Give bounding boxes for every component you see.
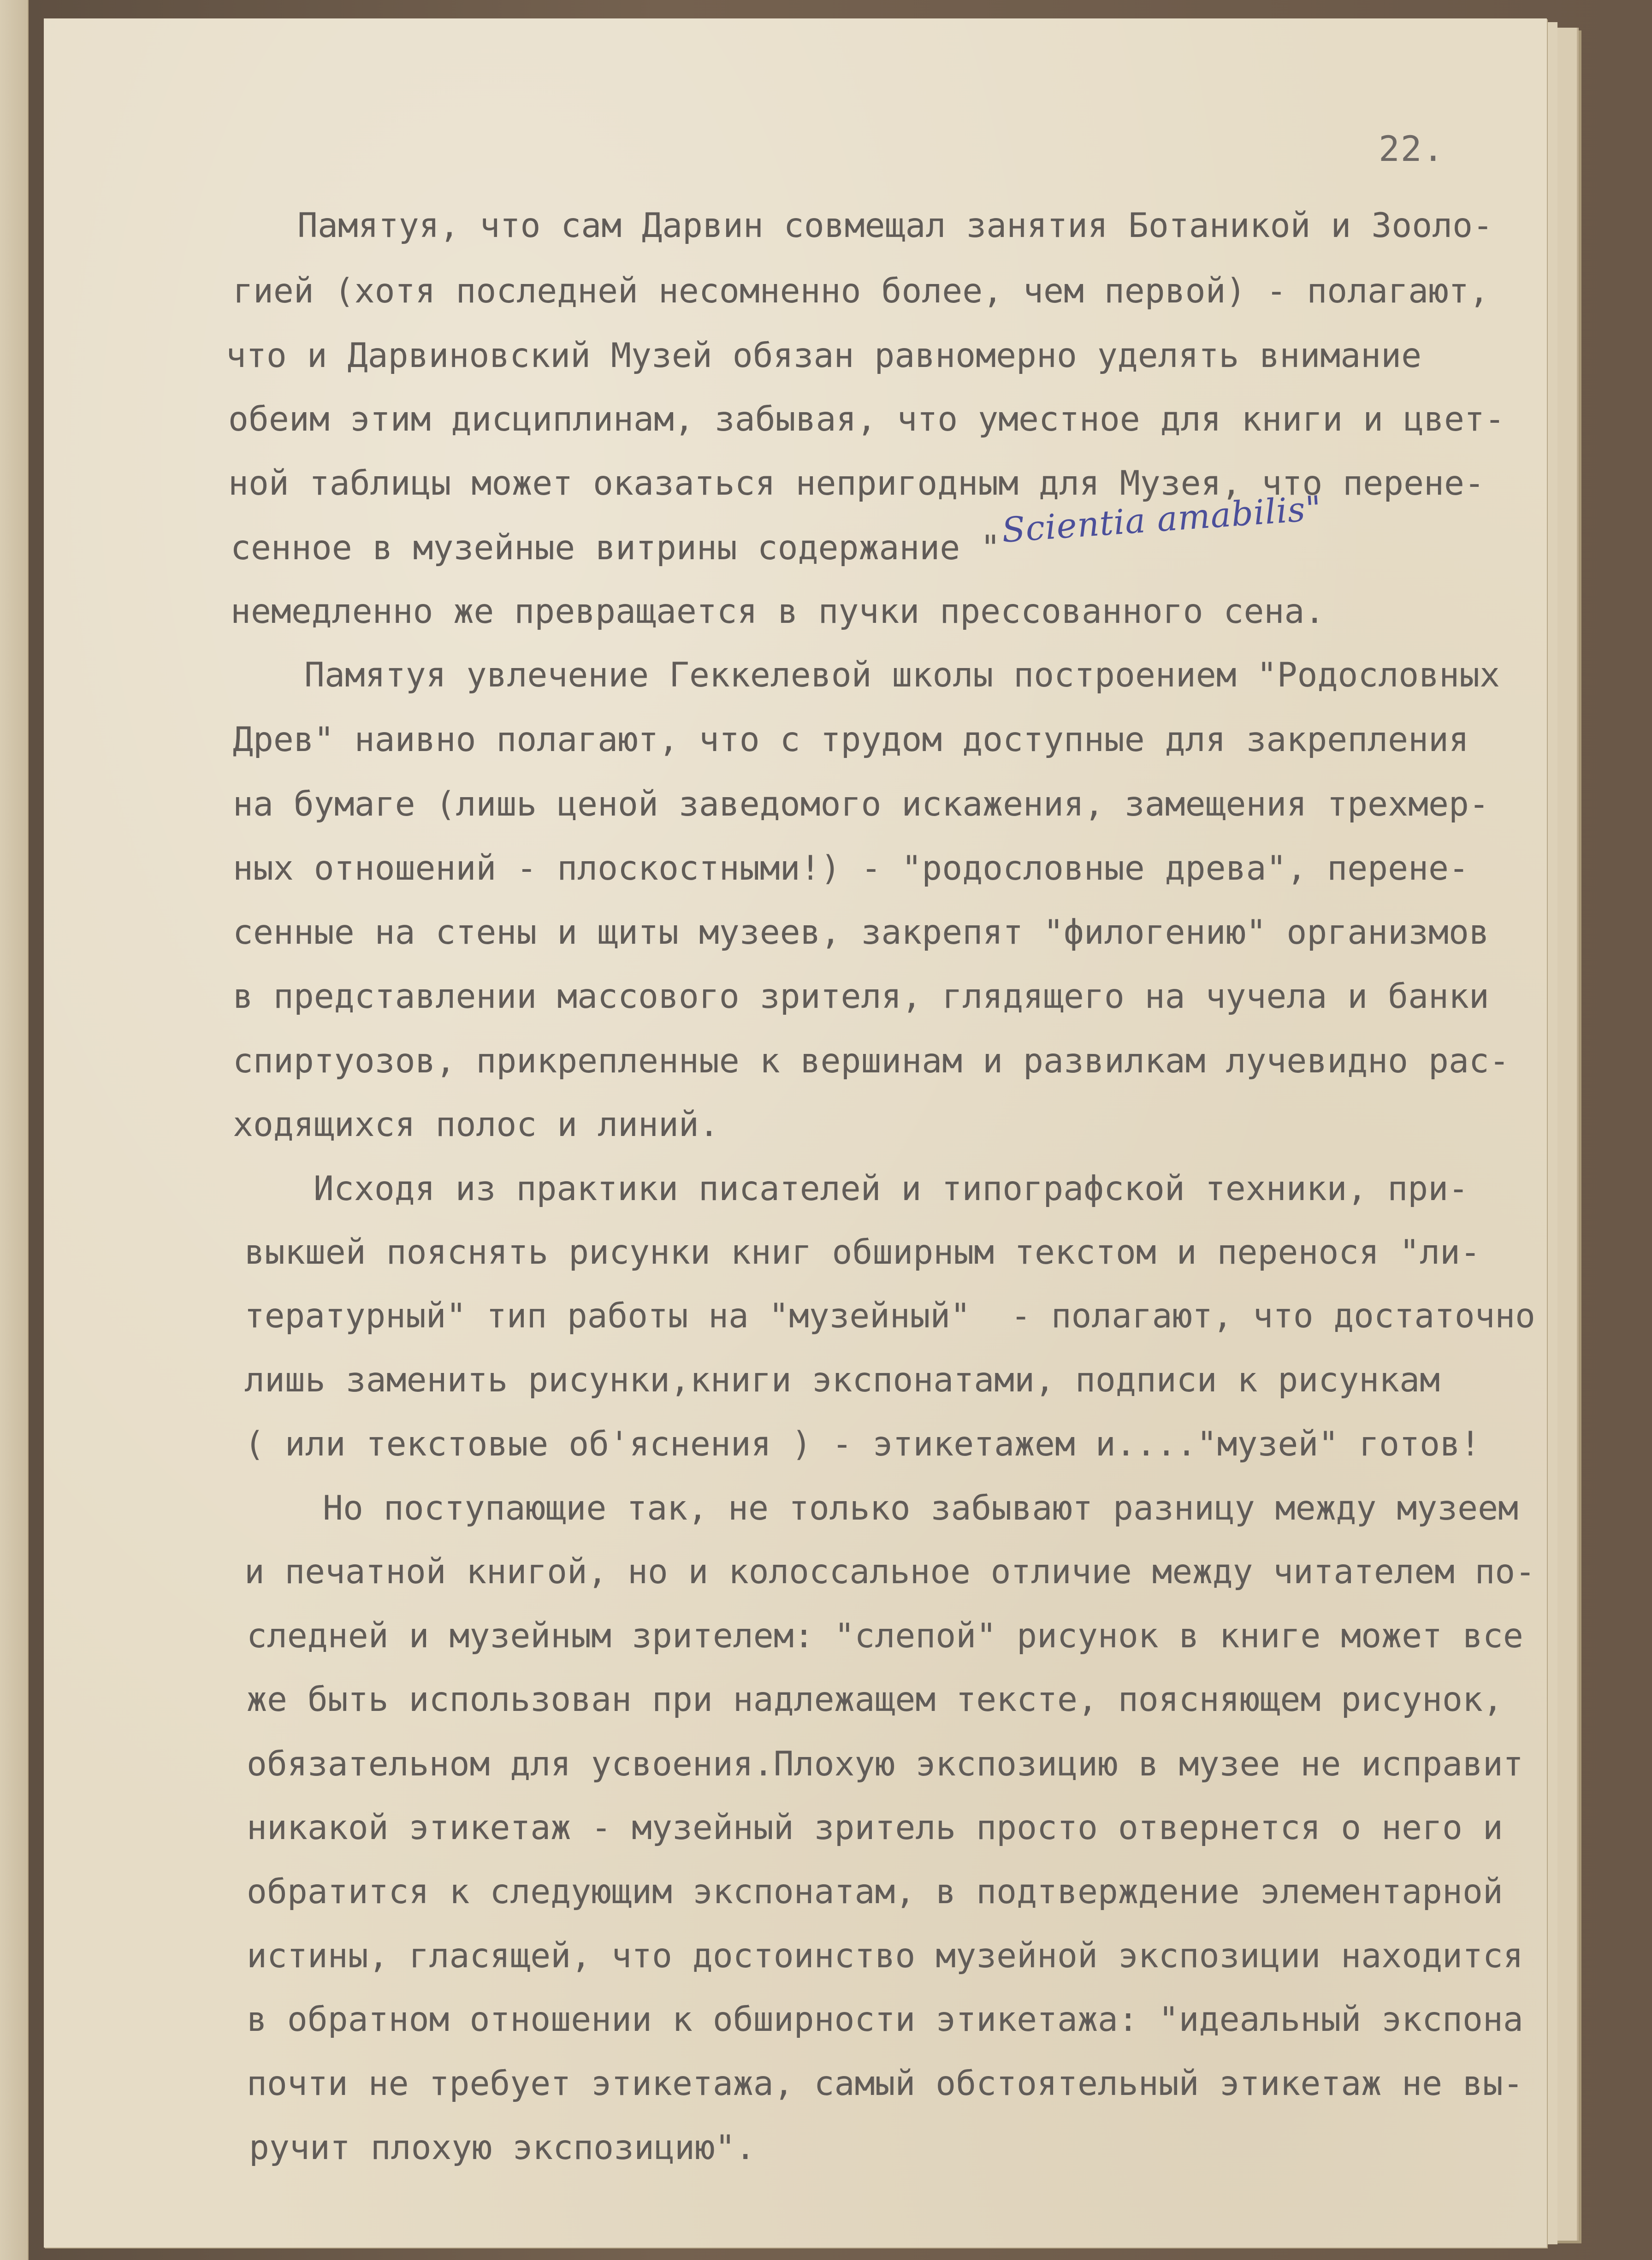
text-line: в представлении массового зрителя, глядящего на чучела и банки [233,977,1489,1016]
text-line: спиртуозов, прикрепленные к вершинам и развилкам лучевидно рас- [233,1041,1510,1081]
text-line: Исходя из практики писателей и типографской техники, при- [314,1169,1469,1208]
text-line: почти не требует этикетажа, самый обстоятельный этикетаж не вы- [247,2064,1523,2103]
text-line: ной таблицы может оказаться непригодным для Музея, что перене- [228,464,1485,503]
text-line: Но поступающие так, не только забывают разницу между музеем [323,1489,1519,1528]
text-line: Памятуя, что сам Дарвин совмещал занятия Ботаникой и Зооло- [297,206,1493,245]
text-line: лишь заменить рисунки,книги экспонатами, подписи к рисункам [244,1361,1440,1400]
text-line: следней и музейным зрителем: "слепой" рисунок в книге может все [247,1616,1523,1656]
text-line: и печатной книгой, но и колоссальное отличие между читателем по- [244,1552,1535,1591]
text-line: истины, гласящей, что достоинство музейной экспозиции находится [247,1936,1523,1976]
text-line: обеим этим дисциплинам, забывая, что уместное для книги и цвет- [228,400,1505,439]
text-line: на бумаге (лишь ценой заведомого искажения, замещения трехмер- [233,785,1489,824]
text-line: обратится к следующим экспонатам, в подтверждение элементарной [247,1872,1503,1911]
text-line: гией (хотя последней несомненно более, чем первой) - полагают, [233,272,1489,311]
handwritten-insert: Scientia amabilis" [1001,488,1323,550]
text-line: сенные на стены и щиты музеев, закрепят "филогению" организмов [233,913,1489,952]
text-line: ( или текстовые об'яснения ) - этикетажем и...."музей" готов! [244,1425,1480,1464]
text-line: что и Дарвиновский Музей обязан равномерно уделять внимание [226,336,1422,375]
text-line: же быть использован при надлежащем тексте, поясняющем рисунок, [247,1680,1503,1719]
text-line: в обратном отношении к обширности этикетажа: "идеальный экспона [247,2000,1523,2039]
text-line: никакой этикетаж - музейный зритель просто отвернется о него и [247,1808,1503,1847]
text-line: немедленно же превращается в пучки прессованного сена. [231,592,1325,631]
text-line: обязательном для усвоения.Плохую экспозицию в музее не исправит [247,1745,1523,1784]
text-line: Памятуя увлечение Геккелевой школы построением "Родословных [304,656,1500,695]
text-line: выкшей пояснять рисунки книг обширным текстом и перенося "ли- [244,1233,1480,1272]
text-line: Древ" наивно полагают, что с трудом доступные для закрепления [233,720,1469,759]
text-line: сенное в музейные витрины содержание " [231,528,1001,568]
text-line: тературный" тип работы на "музейный" - полагают, что достаточно [244,1296,1535,1336]
text-line: ручит плохую экспозицию". [249,2128,756,2167]
text-line: ходящихся полос и линий. [233,1105,719,1144]
page-number: 22. [1379,128,1445,169]
text-line: ных отношений - плоскостными!) - "родословные древа", перене- [233,849,1469,888]
